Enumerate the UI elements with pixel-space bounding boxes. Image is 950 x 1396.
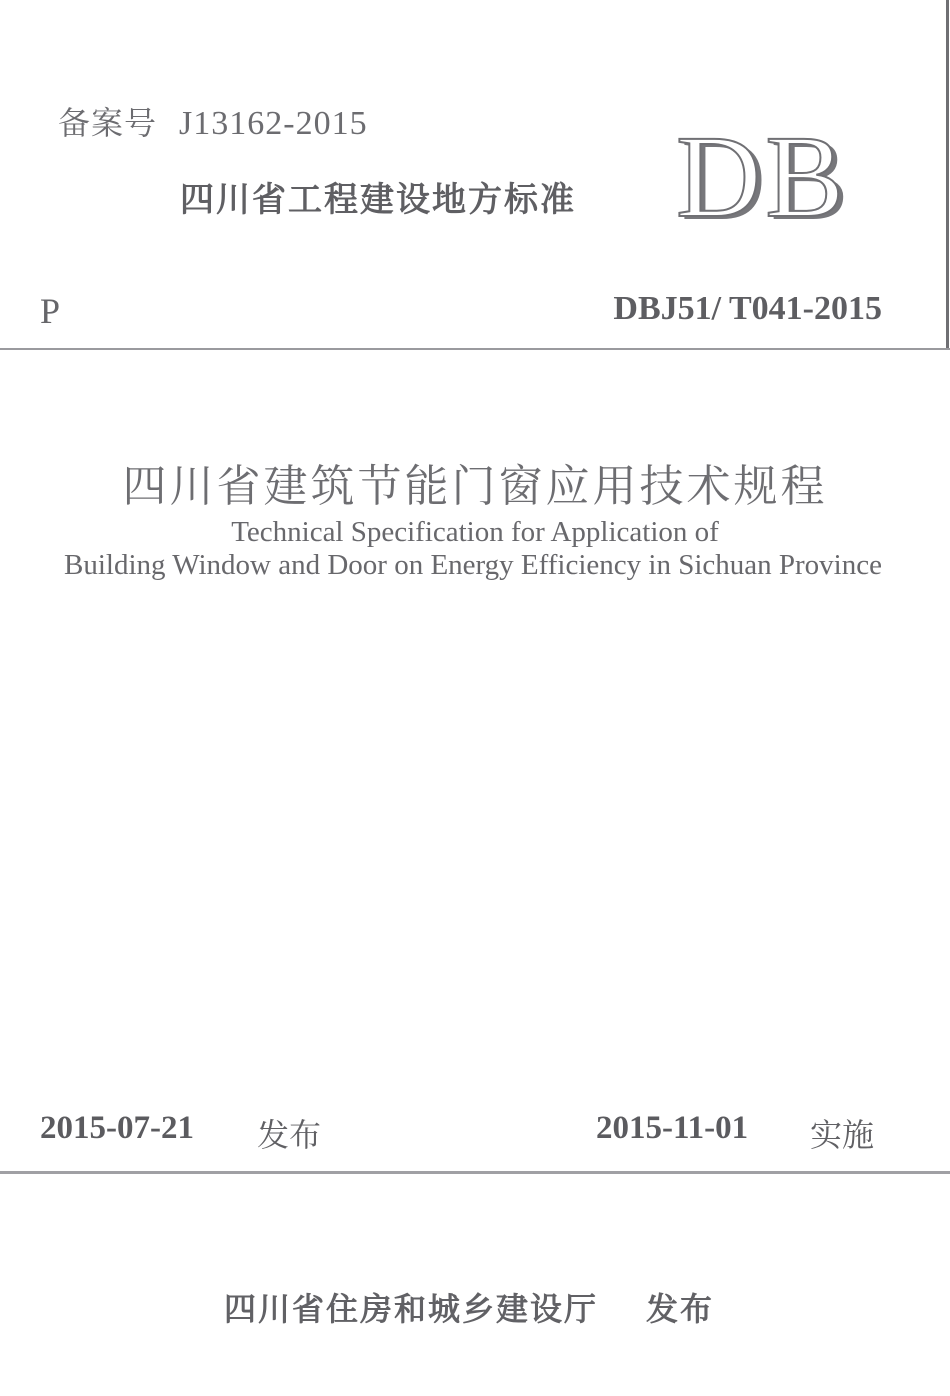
- record-number: [58, 98, 368, 144]
- effective-label: 实施: [810, 1116, 875, 1154]
- publish-label: 发布: [646, 1290, 715, 1328]
- db-logo: DB: [676, 111, 848, 242]
- issue-label: 发布: [257, 1116, 322, 1154]
- issue-date: 2015-07-21: [40, 1110, 194, 1146]
- document-title-english-line2: Building Window and Door on Energy Efficiency in Sichuan Province: [64, 549, 882, 581]
- standard-series: 四川省工程建设地方标准: [180, 180, 576, 220]
- publisher-name: 四川省住房和城乡建设厅: [224, 1290, 599, 1328]
- record-label: 备案号: [58, 104, 158, 142]
- document-title-english-line1: Technical Specification for Application of: [231, 516, 719, 548]
- page-edge-line: [946, 0, 949, 350]
- standard-number: DBJ51/ T041-2015: [613, 290, 882, 327]
- record-code: J13162-2015: [179, 105, 368, 142]
- document-title-chinese: 四川省建筑节能门窗应用技术规程: [122, 461, 828, 512]
- divider-top: [0, 348, 950, 350]
- category-code: P: [40, 291, 61, 331]
- effective-date: 2015-11-01: [596, 1110, 749, 1146]
- divider-bottom: [0, 1171, 950, 1174]
- publisher: [224, 1284, 714, 1330]
